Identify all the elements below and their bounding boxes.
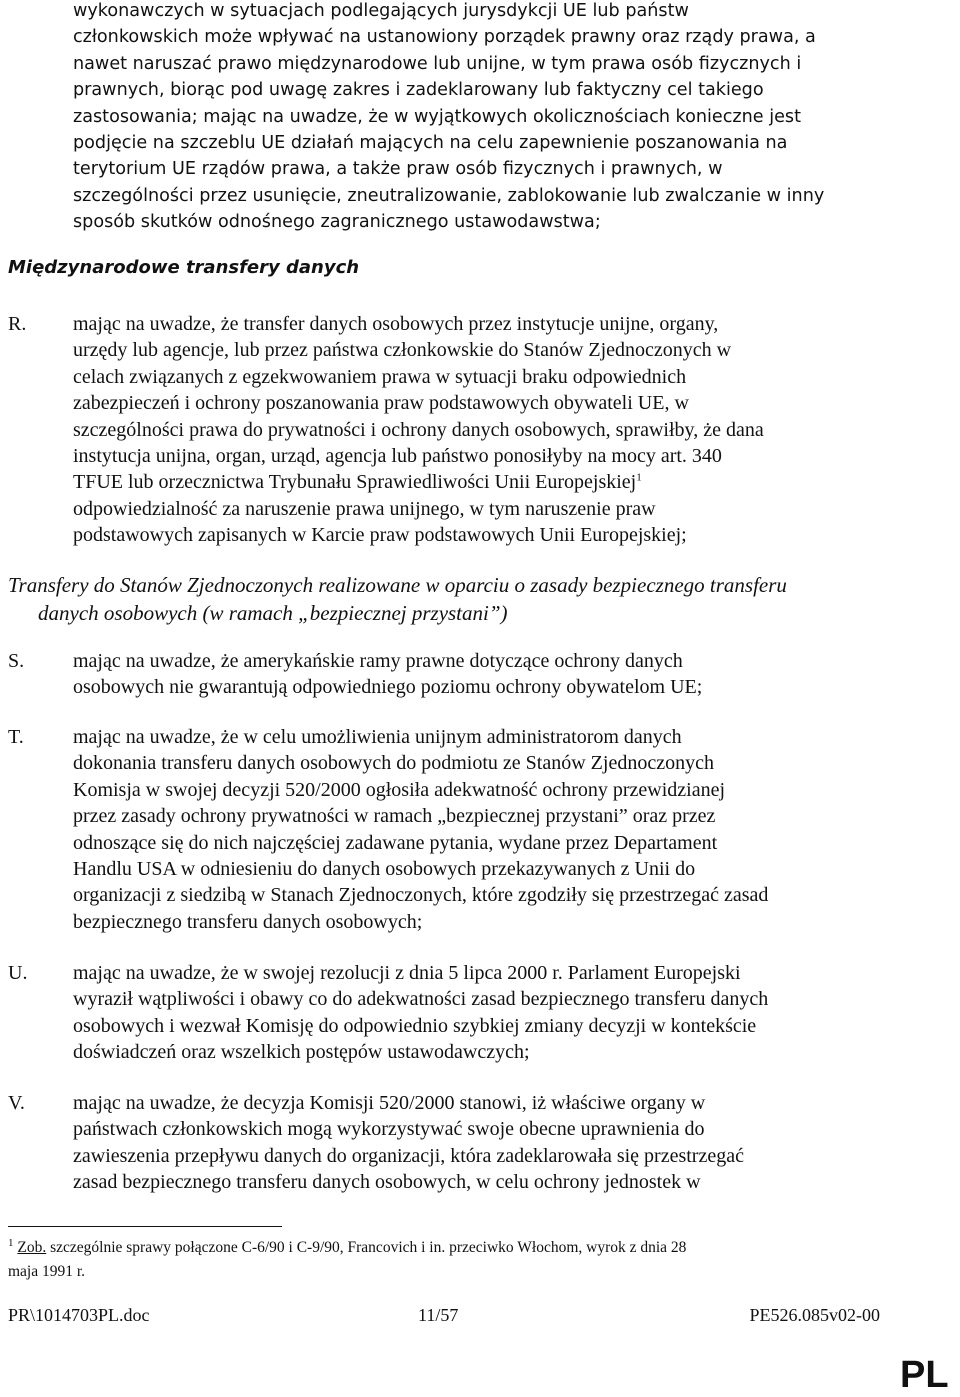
recital-v-text xyxy=(73,1090,888,1196)
text-line: dokonania transferu danych osobowych do podmiotu ze Stanów Zjednoczonych xyxy=(73,752,714,775)
footnote-link[interactable]: Zob. xyxy=(17,1239,47,1256)
text-line: podjęcie na szczeblu UE działań mających na celu zapewnienie poszanowania na xyxy=(73,133,788,154)
heading-line: danych osobowych (w ramach „bezpiecznej przystani”) xyxy=(38,601,508,625)
recital-t-text xyxy=(73,724,888,935)
recital-letter-t: T. xyxy=(8,726,24,748)
text-line: członkowskich może wpływać na ustanowiony porządek prawny oraz rządy prawa, a xyxy=(73,27,816,48)
section-heading-safe-harbor xyxy=(8,571,908,627)
text-line: doświadczeń oraz wszelkich postępów ustawodawczych; xyxy=(73,1041,530,1064)
text-line: celach związanych z egzekwowaniem prawa w sytuacji braku odpowiednich xyxy=(73,365,687,388)
footnote-text: szczególnie sprawy połączone C-6/90 i C-9/90, Francovich i in. przeciwko Włochom, wyrok z dnia 28 xyxy=(46,1239,687,1256)
recital-s-text xyxy=(73,648,888,701)
page-number: 11/57 xyxy=(418,1305,459,1325)
text-line: mając na uwadze, że w swojej rezolucji z dnia 5 lipca 2000 r. Parlament Europejski xyxy=(73,962,741,984)
recital-r-text xyxy=(73,311,888,549)
text-line: szczególności prawa do prywatności i ochrony danych osobowych, sprawiłby, że dana xyxy=(73,418,764,441)
text-line: państwach członkowskich mogą wykorzystywać swoje obecne uprawnienia do xyxy=(73,1118,705,1141)
language-code: PL xyxy=(900,1354,949,1396)
text-line: przez zasady ochrony prywatności w ramach „bezpiecznej przystani” oraz przez xyxy=(73,805,716,828)
text-line: mając na uwadze, że decyzja Komisji 520/2000 stanowi, iż właściwe organy w xyxy=(73,1092,706,1114)
text-line: zabezpieczeń i ochrony poszanowania praw podstawowych obywateli UE, w xyxy=(73,392,689,415)
footnote-line: maja 1991 r. xyxy=(8,1263,86,1280)
text-line: bezpiecznego transferu danych osobowych; xyxy=(73,910,423,933)
text-line: wykonawczych w sytuacjach podlegających jurysdykcji UE lub państw xyxy=(73,1,689,21)
text-line: zastosowania; mając na uwadze, że w wyjątkowych okolicznościach konieczne jest xyxy=(73,106,802,127)
recital-u-text xyxy=(73,960,888,1066)
text-line: osobowych i wezwał Komisję do odpowiednio szybkiej zmiany decyzji w kontekście xyxy=(73,1014,757,1037)
text-line: osobowych nie gwarantują odpowiedniego poziomu ochrony obywatelom UE; xyxy=(73,676,703,699)
text-line: terytorium UE rządów prawa, a także praw osób fizycznych i prawnych, w xyxy=(73,159,723,180)
text-line: wyraził wątpliwości i obawy co do adekwatności zasad bezpiecznego transferu danych xyxy=(73,988,769,1011)
footnote-line xyxy=(8,1236,868,1260)
text-line: mając na uwadze, że w celu umożliwienia unijnym administratorom danych xyxy=(73,726,682,748)
text-line: instytucja unijna, organ, urząd, agencja lub państwo ponosiłyby na mocy art. 340 xyxy=(73,445,722,468)
text-line: sposób skutków odnośnego zagranicznego ustawodawstwa; xyxy=(73,212,601,233)
text-line: mając na uwadze, że amerykańskie ramy prawne dotyczące ochrony danych xyxy=(73,650,683,672)
recital-letter-s: S. xyxy=(8,650,25,672)
footnote-number: 1 xyxy=(8,1236,14,1249)
text-line xyxy=(73,469,888,495)
text-line: urzędy lub agencje, lub przez państwa członkowskie do Stanów Zjednoczonych w xyxy=(73,339,732,362)
footnote-separator xyxy=(8,1226,282,1227)
recital-letter-v: V. xyxy=(8,1092,25,1114)
pe-reference: PE526.085v02-00 xyxy=(749,1305,880,1325)
text-line: Komisja w swojej decyzji 520/2000 ogłosiła adekwatność ochrony przewidzianej xyxy=(73,778,726,801)
text-line: nawet naruszać prawo międzynarodowe lub unijne, w tym prawa osób fizycznych i xyxy=(73,53,802,74)
section-heading-international-transfers: Międzynarodowe transfery danych xyxy=(8,257,360,278)
text-line: podstawowych zapisanych w Karcie praw podstawowych Unii Europejskiej; xyxy=(73,524,687,547)
recital-letter-u: U. xyxy=(8,962,28,984)
continuation-paragraph xyxy=(73,0,893,236)
text-line: prawnych, biorąc pod uwagę zakres i zadeklarowany lub faktyczny cel takiego xyxy=(73,80,764,101)
text-line: odnoszące się do nich najczęściej zadawane pytania, wydane przez Departament xyxy=(73,831,718,854)
text-line: organizacji z siedzibą w Stanach Zjednoczonych, które zgodziły się przestrzegać zasad xyxy=(73,884,769,907)
footnote xyxy=(8,1236,868,1284)
text-span: TFUE lub orzecznictwa Trybunału Sprawiedliwości Unii Europejskiej xyxy=(73,471,637,494)
text-line: mając na uwadze, że transfer danych osobowych przez instytucje unijne, organy, xyxy=(73,313,719,335)
text-line: zawieszenia przepływu danych do organizacji, która zadeklarowała się przestrzegać xyxy=(73,1144,744,1167)
document-reference: PR\1014703PL.doc xyxy=(8,1305,150,1325)
page-footer xyxy=(8,1305,880,1331)
footnote-reference[interactable]: 1 xyxy=(636,471,642,484)
text-line: szczególności przez usunięcie, zneutralizowanie, zablokowanie lub zwalczanie w inny xyxy=(73,185,825,206)
heading-line: Transfery do Stanów Zjednoczonych realizowane w oparciu o zasady bezpiecznego transferu xyxy=(8,573,787,597)
text-line: Handlu USA w odniesieniu do danych osobowych przekazywanych z Unii do xyxy=(73,858,696,881)
text-line: zasad bezpiecznego transferu danych osobowych, w celu ochrony jednostek w xyxy=(73,1171,701,1194)
recital-letter-r: R. xyxy=(8,313,27,335)
text-line: odpowiedzialność za naruszenie prawa unijnego, w tym naruszenie praw xyxy=(73,497,656,520)
